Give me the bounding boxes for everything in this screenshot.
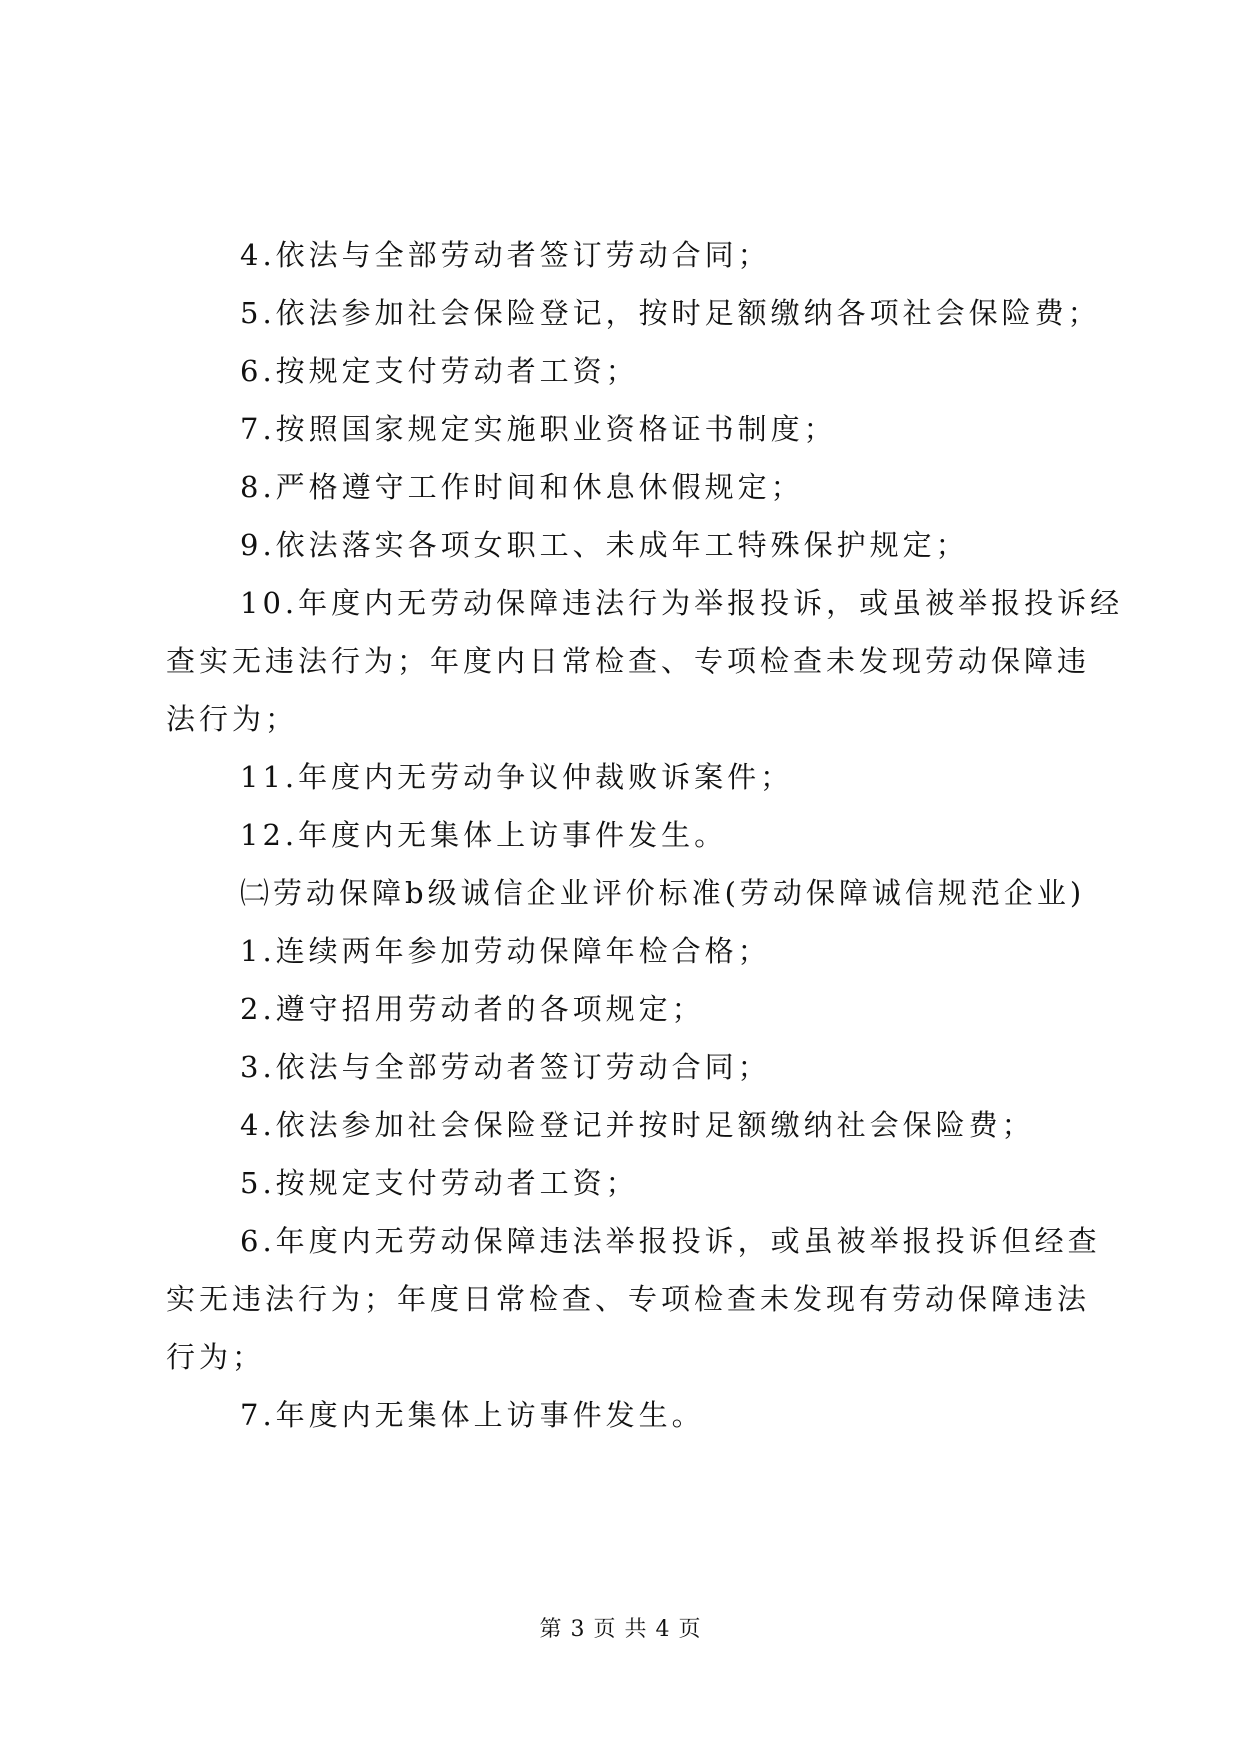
b-list-item-6-line-1: 6.年度内无劳动保障违法举报投诉，或虽被举报投诉但经查	[240, 1224, 1101, 1258]
b-list-item-5: 5.按规定支付劳动者工资；	[240, 1166, 639, 1200]
b-list-item-1: 1.连续两年参加劳动保障年检合格；	[240, 934, 771, 968]
list-item-7: 7.按照国家规定实施职业资格证书制度；	[240, 412, 837, 446]
list-item-5: 5.依法参加社会保险登记，按时足额缴纳各项社会保险费；	[240, 296, 1101, 330]
b-list-item-6-line-3: 行为；	[166, 1340, 266, 1374]
list-item-11: 11.年度内无劳动争议仲裁败诉案件；	[240, 760, 794, 794]
list-item-10-line-1: 10.年度内无劳动保障违法行为举报投诉，或虽被举报投诉经	[240, 586, 1124, 620]
b-list-item-4: 4.依法参加社会保险登记并按时足额缴纳社会保险费；	[240, 1108, 1035, 1142]
b-list-item-7: 7.年度内无集体上访事件发生。	[240, 1398, 705, 1432]
page-number-footer: 第 3 页 共 4 页	[539, 1617, 702, 1642]
document-body	[166, 226, 1124, 1444]
list-item-9: 9.依法落实各项女职工、未成年工特殊保护规定；	[240, 528, 969, 562]
list-item-10-line-2: 查实无违法行为；年度内日常检查、专项检查未发现劳动保障违	[166, 644, 1091, 678]
b-list-item-6-line-2: 实无违法行为；年度日常检查、专项检查未发现有劳动保障违法	[166, 1282, 1091, 1316]
list-item-6: 6.按规定支付劳动者工资；	[240, 354, 639, 388]
b-list-item-3: 3.依法与全部劳动者签订劳动合同；	[240, 1050, 771, 1084]
list-item-4: 4.依法与全部劳动者签订劳动合同；	[240, 238, 771, 272]
list-item-12: 12.年度内无集体上访事件发生。	[240, 818, 728, 852]
section-heading-b-level: ㈡劳动保障b级诚信企业评价标准(劳动保障诚信规范企业)	[240, 876, 1086, 910]
list-item-8: 8.严格遵守工作时间和休息休假规定；	[240, 470, 804, 504]
b-list-item-2: 2.遵守招用劳动者的各项规定；	[240, 992, 705, 1026]
list-item-10-line-3: 法行为；	[166, 702, 299, 736]
